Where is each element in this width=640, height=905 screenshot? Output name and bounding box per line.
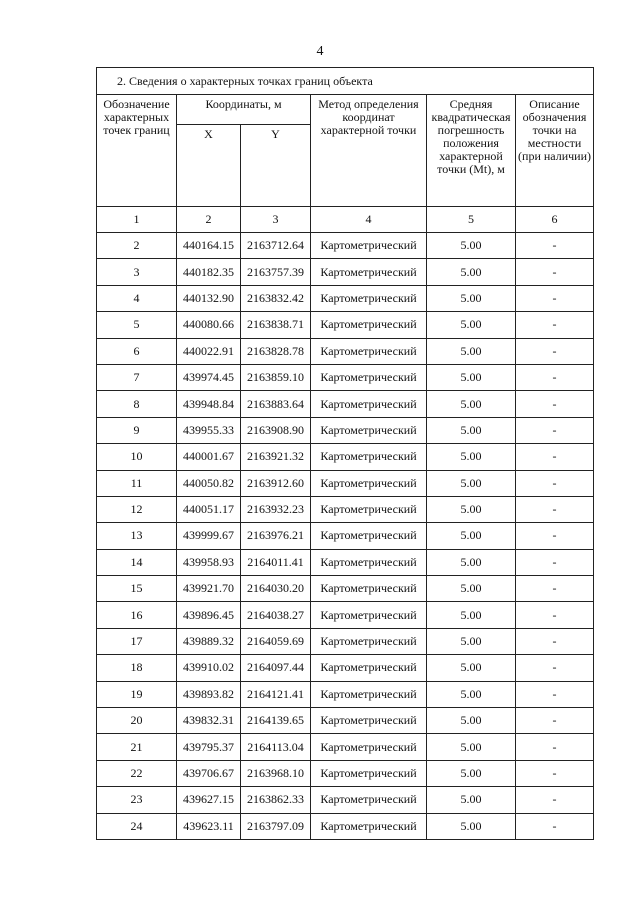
method-cell: Картометрический [311, 655, 427, 681]
method-cell: Картометрический [311, 734, 427, 760]
table-row [97, 233, 594, 259]
x-coordinate-cell: 439958.93 [177, 549, 241, 575]
point-number-cell: 18 [97, 655, 177, 681]
x-coordinate-cell: 440001.67 [177, 444, 241, 470]
error-cell: 5.00 [427, 470, 516, 496]
description-cell: - [516, 470, 594, 496]
table-row [97, 734, 594, 760]
method-cell: Картометрический [311, 444, 427, 470]
table-body [97, 233, 594, 840]
y-coordinate-cell: 2163976.21 [241, 523, 311, 549]
description-cell: - [516, 338, 594, 364]
point-number-cell: 10 [97, 444, 177, 470]
table-row [97, 523, 594, 549]
error-cell: 5.00 [427, 787, 516, 813]
y-coordinate-cell: 2163921.32 [241, 444, 311, 470]
header-error: Средняя квадратическая погрешность положения характерной точки (Mt), м [427, 95, 516, 207]
x-coordinate-cell: 439893.82 [177, 681, 241, 707]
x-coordinate-cell: 440182.35 [177, 259, 241, 285]
error-cell: 5.00 [427, 523, 516, 549]
column-number: 4 [311, 207, 427, 233]
y-coordinate-cell: 2163932.23 [241, 496, 311, 522]
table-row [97, 655, 594, 681]
point-number-cell: 6 [97, 338, 177, 364]
point-number-cell: 21 [97, 734, 177, 760]
method-cell: Картометрический [311, 417, 427, 443]
x-coordinate-cell: 439706.67 [177, 760, 241, 786]
x-coordinate-cell: 439795.37 [177, 734, 241, 760]
description-cell: - [516, 813, 594, 839]
error-cell: 5.00 [427, 496, 516, 522]
point-number-cell: 24 [97, 813, 177, 839]
error-cell: 5.00 [427, 259, 516, 285]
table-row [97, 285, 594, 311]
method-cell: Картометрический [311, 602, 427, 628]
x-coordinate-cell: 440051.17 [177, 496, 241, 522]
method-cell: Картометрический [311, 364, 427, 390]
description-cell: - [516, 708, 594, 734]
x-coordinate-cell: 439623.11 [177, 813, 241, 839]
point-number-cell: 12 [97, 496, 177, 522]
description-cell: - [516, 523, 594, 549]
table-row [97, 444, 594, 470]
method-cell: Картометрический [311, 549, 427, 575]
x-coordinate-cell: 439974.45 [177, 364, 241, 390]
y-coordinate-cell: 2164059.69 [241, 628, 311, 654]
table-row [97, 708, 594, 734]
description-cell: - [516, 681, 594, 707]
x-coordinate-cell: 440080.66 [177, 312, 241, 338]
table-row [97, 549, 594, 575]
table-row [97, 338, 594, 364]
header-y: Y [241, 125, 311, 207]
y-coordinate-cell: 2164139.65 [241, 708, 311, 734]
method-cell: Картометрический [311, 628, 427, 654]
header-designation: Обозначение характерных точек границ [97, 95, 177, 207]
boundary-points-table [96, 67, 594, 840]
header-x: X [177, 125, 241, 207]
x-coordinate-cell: 440022.91 [177, 338, 241, 364]
x-coordinate-cell: 439832.31 [177, 708, 241, 734]
error-cell: 5.00 [427, 708, 516, 734]
error-cell: 5.00 [427, 391, 516, 417]
description-cell: - [516, 576, 594, 602]
error-cell: 5.00 [427, 549, 516, 575]
y-coordinate-cell: 2164097.44 [241, 655, 311, 681]
error-cell: 5.00 [427, 734, 516, 760]
description-cell: - [516, 444, 594, 470]
y-coordinate-cell: 2164030.20 [241, 576, 311, 602]
table-row [97, 681, 594, 707]
method-cell: Картометрический [311, 523, 427, 549]
point-number-cell: 16 [97, 602, 177, 628]
method-cell: Картометрический [311, 681, 427, 707]
table-row [97, 391, 594, 417]
method-cell: Картометрический [311, 496, 427, 522]
error-cell: 5.00 [427, 602, 516, 628]
table-row [97, 364, 594, 390]
point-number-cell: 3 [97, 259, 177, 285]
method-cell: Картометрический [311, 813, 427, 839]
description-cell: - [516, 787, 594, 813]
point-number-cell: 23 [97, 787, 177, 813]
description-cell: - [516, 259, 594, 285]
method-cell: Картометрический [311, 233, 427, 259]
error-cell: 5.00 [427, 681, 516, 707]
y-coordinate-cell: 2163883.64 [241, 391, 311, 417]
error-cell: 5.00 [427, 285, 516, 311]
point-number-cell: 20 [97, 708, 177, 734]
description-cell: - [516, 312, 594, 338]
section-title-row [97, 68, 594, 95]
column-number: 2 [177, 207, 241, 233]
description-cell: - [516, 417, 594, 443]
description-cell: - [516, 285, 594, 311]
method-cell: Картометрический [311, 470, 427, 496]
y-coordinate-cell: 2163908.90 [241, 417, 311, 443]
table-row [97, 628, 594, 654]
description-cell: - [516, 549, 594, 575]
y-coordinate-cell: 2163828.78 [241, 338, 311, 364]
point-number-cell: 7 [97, 364, 177, 390]
x-coordinate-cell: 440050.82 [177, 470, 241, 496]
header-coordinates: Координаты, м [177, 95, 311, 125]
header-row [97, 95, 594, 125]
error-cell: 5.00 [427, 628, 516, 654]
table-row [97, 496, 594, 522]
error-cell: 5.00 [427, 417, 516, 443]
description-cell: - [516, 602, 594, 628]
y-coordinate-cell: 2164011.41 [241, 549, 311, 575]
x-coordinate-cell: 439921.70 [177, 576, 241, 602]
y-coordinate-cell: 2164121.41 [241, 681, 311, 707]
table-row [97, 417, 594, 443]
column-number: 3 [241, 207, 311, 233]
method-cell: Картометрический [311, 576, 427, 602]
y-coordinate-cell: 2163862.33 [241, 787, 311, 813]
table-row [97, 760, 594, 786]
point-number-cell: 14 [97, 549, 177, 575]
y-coordinate-cell: 2163912.60 [241, 470, 311, 496]
x-coordinate-cell: 439948.84 [177, 391, 241, 417]
column-number: 6 [516, 207, 594, 233]
description-cell: - [516, 391, 594, 417]
error-cell: 5.00 [427, 338, 516, 364]
y-coordinate-cell: 2163832.42 [241, 285, 311, 311]
x-coordinate-cell: 439955.33 [177, 417, 241, 443]
error-cell: 5.00 [427, 233, 516, 259]
description-cell: - [516, 734, 594, 760]
x-coordinate-cell: 439896.45 [177, 602, 241, 628]
x-coordinate-cell: 439999.67 [177, 523, 241, 549]
page-number: 4 [316, 44, 324, 59]
description-cell: - [516, 760, 594, 786]
y-coordinate-cell: 2163838.71 [241, 312, 311, 338]
table-row [97, 602, 594, 628]
x-coordinate-cell: 439910.02 [177, 655, 241, 681]
point-number-cell: 19 [97, 681, 177, 707]
error-cell: 5.00 [427, 444, 516, 470]
error-cell: 5.00 [427, 576, 516, 602]
table-row [97, 312, 594, 338]
point-number-cell: 11 [97, 470, 177, 496]
method-cell: Картометрический [311, 285, 427, 311]
method-cell: Картометрический [311, 708, 427, 734]
point-number-cell: 2 [97, 233, 177, 259]
point-number-cell: 5 [97, 312, 177, 338]
y-coordinate-cell: 2163712.64 [241, 233, 311, 259]
x-coordinate-cell: 440132.90 [177, 285, 241, 311]
point-number-cell: 17 [97, 628, 177, 654]
method-cell: Картометрический [311, 259, 427, 285]
y-coordinate-cell: 2163968.10 [241, 760, 311, 786]
y-coordinate-cell: 2164113.04 [241, 734, 311, 760]
error-cell: 5.00 [427, 813, 516, 839]
x-coordinate-cell: 439627.15 [177, 787, 241, 813]
table-row [97, 576, 594, 602]
y-coordinate-cell: 2164038.27 [241, 602, 311, 628]
description-cell: - [516, 364, 594, 390]
column-number: 5 [427, 207, 516, 233]
point-number-cell: 15 [97, 576, 177, 602]
description-cell: - [516, 655, 594, 681]
description-cell: - [516, 233, 594, 259]
table-row [97, 787, 594, 813]
column-number-row [97, 207, 594, 233]
header-method: Метод определения координат характерной точки [311, 95, 427, 207]
error-cell: 5.00 [427, 364, 516, 390]
method-cell: Картометрический [311, 391, 427, 417]
table-row [97, 813, 594, 839]
point-number-cell: 4 [97, 285, 177, 311]
y-coordinate-cell: 2163797.09 [241, 813, 311, 839]
description-cell: - [516, 628, 594, 654]
header-description: Описание обозначения точки на местности (при наличии) [516, 95, 594, 207]
error-cell: 5.00 [427, 655, 516, 681]
point-number-cell: 13 [97, 523, 177, 549]
x-coordinate-cell: 440164.15 [177, 233, 241, 259]
point-number-cell: 8 [97, 391, 177, 417]
column-number: 1 [97, 207, 177, 233]
method-cell: Картометрический [311, 787, 427, 813]
error-cell: 5.00 [427, 312, 516, 338]
table-row [97, 470, 594, 496]
section-title: 2. Сведения о характерных точках границ объекта [97, 68, 594, 95]
point-number-cell: 22 [97, 760, 177, 786]
method-cell: Картометрический [311, 312, 427, 338]
y-coordinate-cell: 2163757.39 [241, 259, 311, 285]
description-cell: - [516, 496, 594, 522]
x-coordinate-cell: 439889.32 [177, 628, 241, 654]
method-cell: Картометрический [311, 760, 427, 786]
point-number-cell: 9 [97, 417, 177, 443]
table-row [97, 259, 594, 285]
y-coordinate-cell: 2163859.10 [241, 364, 311, 390]
method-cell: Картометрический [311, 338, 427, 364]
error-cell: 5.00 [427, 760, 516, 786]
